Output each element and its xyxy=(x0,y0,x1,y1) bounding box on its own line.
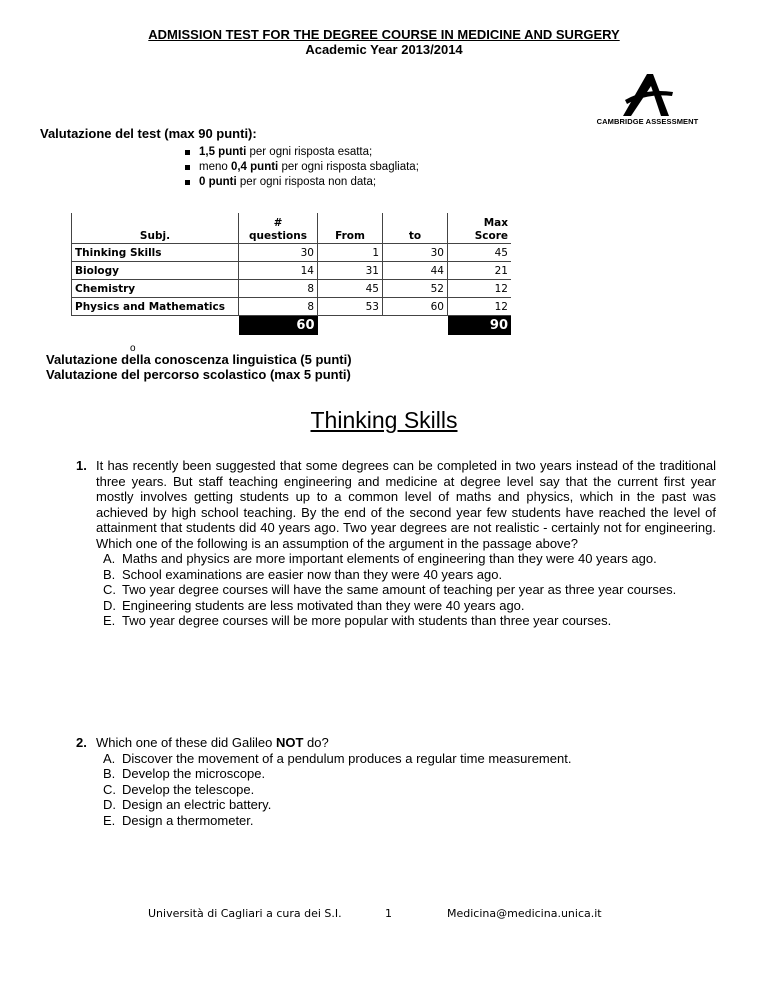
scoring-rule xyxy=(185,160,419,175)
table-row xyxy=(72,244,512,262)
square-bullet-icon xyxy=(185,180,190,185)
total-empty xyxy=(383,316,448,336)
question-text: Which one of these did Galileo NOT do? xyxy=(96,735,329,750)
rule-text: meno xyxy=(199,161,231,173)
section-title: Thinking Skills xyxy=(310,407,458,433)
cell-questions: 30 xyxy=(239,244,318,262)
logo-a-icon xyxy=(595,70,700,118)
cell-to: 30 xyxy=(383,244,448,262)
rule-text: per ogni risposta esatta; xyxy=(246,146,373,158)
circle-bullet-icon: o xyxy=(130,343,136,354)
cell-to: 44 xyxy=(383,262,448,280)
answer-options xyxy=(76,751,716,829)
question-2 xyxy=(76,735,716,828)
table-row xyxy=(72,280,512,298)
subjects-table xyxy=(71,213,511,335)
answer-option: A. Maths and physics are more important elements of engineering than they were 40 years ago. xyxy=(103,551,657,566)
cell-subj: Thinking Skills xyxy=(72,244,239,262)
cell-to: 52 xyxy=(383,280,448,298)
document-title: ADMISSION TEST FOR THE DEGREE COURSE IN MEDICINE AND SURGERY xyxy=(148,27,620,42)
question-number: 1. xyxy=(76,458,87,473)
header-from: From xyxy=(318,213,383,244)
language-evaluation: Valutazione della conoscenza linguistica (5 punti) xyxy=(46,352,352,367)
table-row xyxy=(72,262,512,280)
cell-subj: Chemistry xyxy=(72,280,239,298)
cell-max: 12 xyxy=(448,280,512,298)
cell-from: 1 xyxy=(318,244,383,262)
total-questions: 60 xyxy=(239,316,318,336)
answer-option: E. Design a thermometer. xyxy=(103,812,254,828)
rule-bold: 1,5 punti xyxy=(199,146,247,158)
square-bullet-icon xyxy=(185,150,190,155)
square-bullet-icon xyxy=(185,165,190,170)
header-to: to xyxy=(383,213,448,244)
header-max-score: Max Score xyxy=(448,213,512,244)
additional-evaluation xyxy=(46,352,352,382)
answer-option: D. Engineering students are less motivated than they were 40 years ago. xyxy=(103,597,525,613)
cell-to: 60 xyxy=(383,298,448,316)
cell-questions: 14 xyxy=(239,262,318,280)
cell-from: 45 xyxy=(318,280,383,298)
footer-email: Medicina@medicina.unica.it xyxy=(447,907,602,920)
answer-option: A. Discover the movement of a pendulum produces a regular time measurement. xyxy=(103,750,572,766)
table-total-row xyxy=(72,316,512,336)
answer-option: C. Two year degree courses will have the same amount of teaching per year as three year courses. xyxy=(103,582,677,597)
rule-bold: 0 punti xyxy=(199,176,237,188)
total-empty xyxy=(318,316,383,336)
question-text: It has recently been suggested that some degrees can be completed in two years instead of the traditional three years. But staff teaching engineering and medicine at degree level say that the current first year mostly involves getting students up to a common level of maths and physics, which in the past was achieved by high school teaching. By the end of the second year few students have reached the level of attainment that students did 40 years ago. Two year degrees are not realistic - certainly not for engineering. Which one of the following is an assumption of the argument in the passage above? xyxy=(96,458,716,551)
scoring-rules xyxy=(185,145,419,190)
header-questions: # questions xyxy=(239,213,318,244)
table-header-row xyxy=(72,213,512,244)
question-number: 2. xyxy=(76,735,87,750)
total-empty xyxy=(72,316,239,336)
cell-max: 45 xyxy=(448,244,512,262)
answer-option: E. Two year degree courses will be more popular with students than three year courses. xyxy=(103,613,612,628)
cell-questions: 8 xyxy=(239,298,318,316)
academic-year: Academic Year 2013/2014 xyxy=(305,42,463,57)
answer-option: D. Design an electric battery. xyxy=(103,797,272,812)
cell-from: 53 xyxy=(318,298,383,316)
answer-option: C. Develop the telescope. xyxy=(103,781,255,797)
rule-text: per ogni risposta non data; xyxy=(236,176,377,188)
footer-page-number: 1 xyxy=(385,907,392,920)
cambridge-assessment-logo xyxy=(595,70,700,128)
cell-questions: 8 xyxy=(239,280,318,298)
question-1 xyxy=(76,458,716,629)
footer-institution: Università di Cagliari a cura dei S.I. xyxy=(148,907,342,920)
rule-bold: 0,4 punti xyxy=(230,161,279,173)
total-score: 90 xyxy=(448,316,512,336)
cell-subj: Physics and Mathematics xyxy=(72,298,239,316)
school-evaluation: Valutazione del percorso scolastico (max 5 punti) xyxy=(46,367,351,382)
cell-subj: Biology xyxy=(72,262,239,280)
answer-option: B. Develop the microscope. xyxy=(103,766,266,781)
scoring-rule xyxy=(185,145,419,160)
logo-text: CAMBRIDGE ASSESSMENT xyxy=(596,117,699,126)
rule-text: per ogni risposta sbagliata; xyxy=(278,161,419,173)
answer-option: B. School examinations are easier now than they were 40 years ago. xyxy=(103,566,503,582)
cell-max: 21 xyxy=(448,262,512,280)
scoring-title: Valutazione del test (max 90 punti): xyxy=(40,126,257,141)
header-subj: Subj. xyxy=(72,213,239,244)
scoring-rule xyxy=(185,175,419,190)
table-row xyxy=(72,298,512,316)
cell-max: 12 xyxy=(448,298,512,316)
answer-options xyxy=(76,551,716,629)
cell-from: 31 xyxy=(318,262,383,280)
